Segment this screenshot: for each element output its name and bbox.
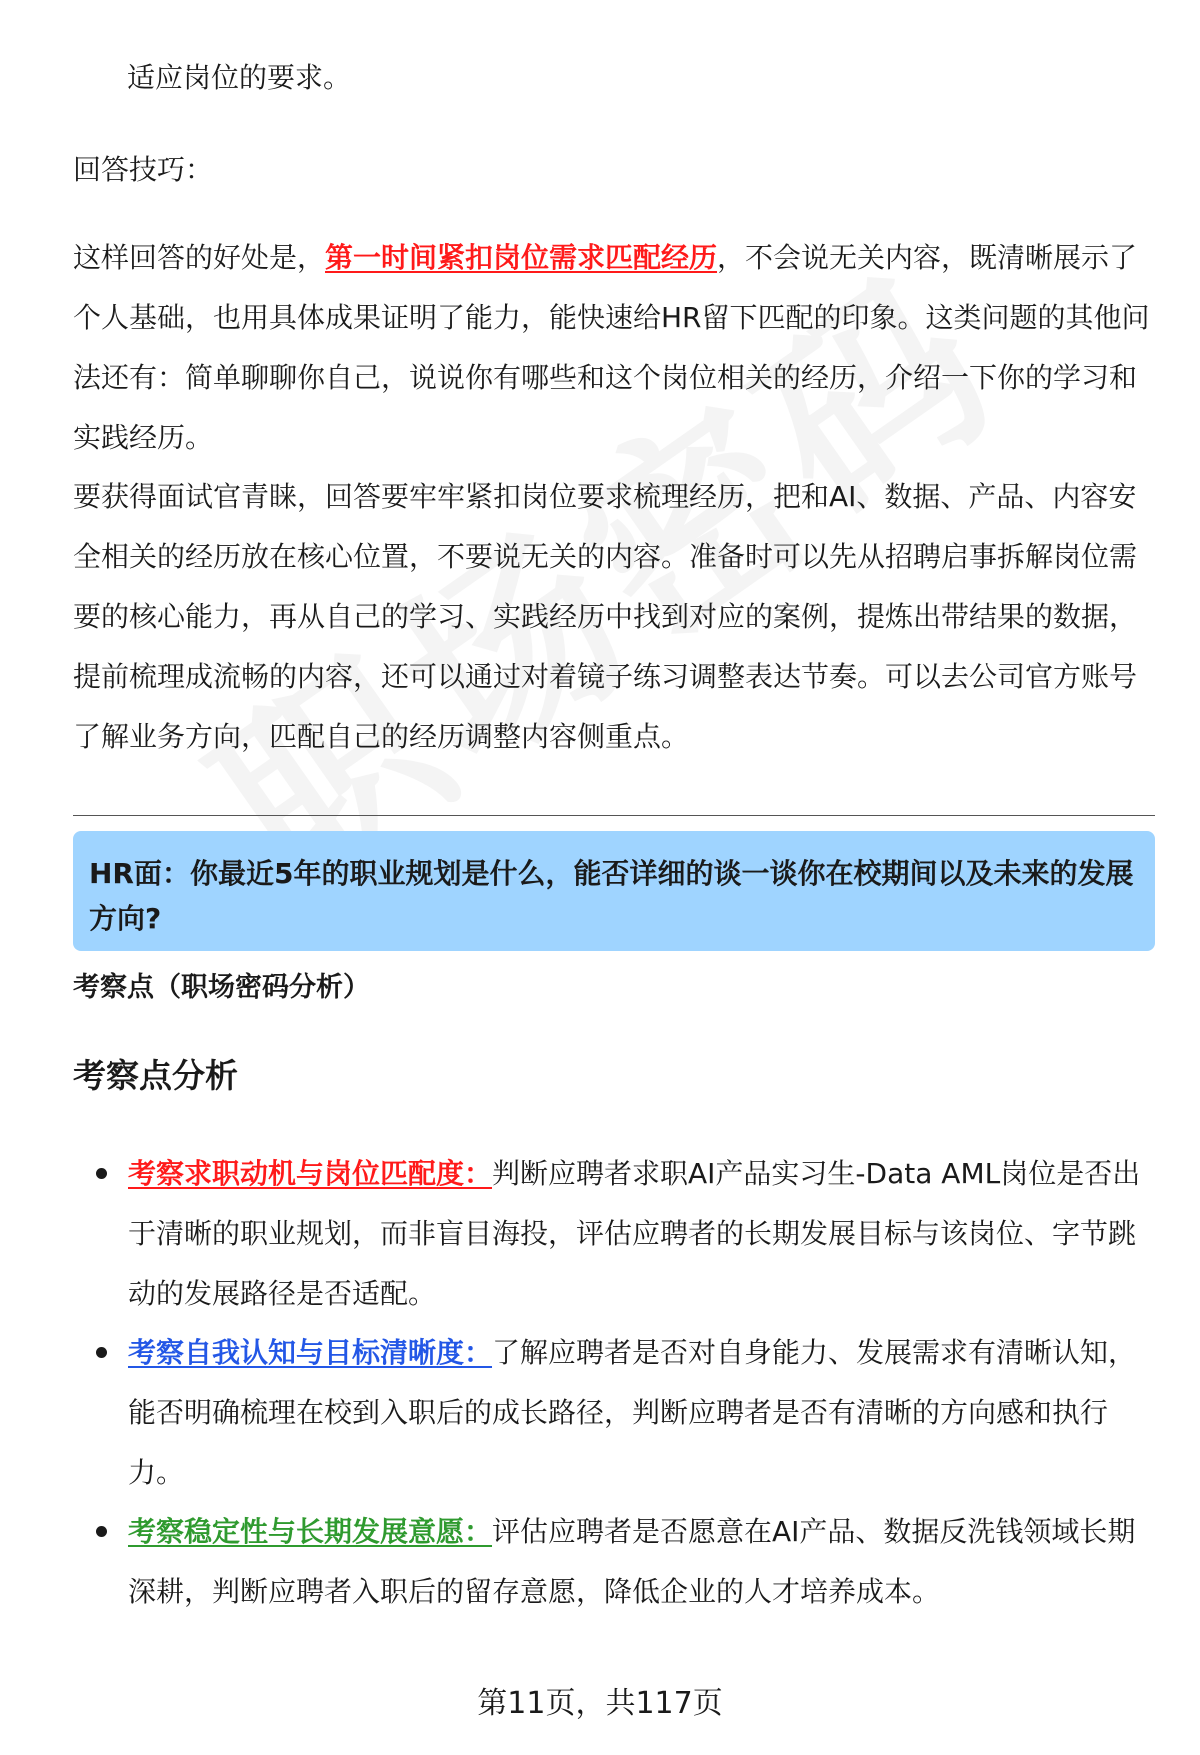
answer-paragraph-1 xyxy=(73,228,1155,468)
bullet-item-3 xyxy=(128,1502,1155,1622)
intro-line: 适应岗位的要求。 xyxy=(127,61,352,94)
para1-after: ，不会说无关内容，既清晰展示了个人基础，也用具体成果证明了能力，能快速给HR留下匹配的印象。这类问题的其他问法还有：简单聊聊你自己，说说你有哪些和这个岗位相关的经历，介绍一下你的学习和实践经历。 xyxy=(73,241,1150,454)
section-title: 考察点分析 xyxy=(73,1056,238,1095)
answer-paragraph-2: 要获得面试官青睐，回答要牢牢紧扣岗位要求梳理经历，把和AI、数据、产品、内容安全相关的经历放在核心位置，不要说无关的内容。准备时可以先从招聘启事拆解岗位需要的核心能力，再从自己的学习、实践经历中找到对应的案例，提炼出带结果的数据，提前梳理成流畅的内容，还可以通过对着镜子练习调整表达节奏。可以去公司官方账号了解业务方向，匹配自己的经历调整内容侧重点。 xyxy=(73,480,1138,753)
question-box xyxy=(73,831,1155,951)
bullet-1-text: 判断应聘者求职AI产品实习生-Data AML岗位是否出于清晰的职业规划，而非盲目海投，评估应聘者的长期发展目标与该岗位、字节跳动的发展路径是否适配。 xyxy=(128,1157,1141,1310)
bullet-2-text: 了解应聘者是否对自身能力、发展需求有清晰认知，能否明确梳理在校到入职后的成长路径，判断应聘者是否有清晰的方向感和执行力。 xyxy=(128,1336,1137,1489)
para1-before: 这样回答的好处是， xyxy=(73,241,326,274)
para1-highlight-link[interactable]: 第一时间紧扣岗位需求匹配经历 xyxy=(325,241,718,274)
bullet-dot xyxy=(96,1347,107,1358)
bullet-dot xyxy=(96,1526,107,1537)
page-footer: 第11页，共117页 xyxy=(477,1686,723,1721)
question-text: HR面：你最近5年的职业规划是什么，能否详细的谈一谈你在校期间以及未来的发展方向? xyxy=(89,857,1134,935)
bullet-3-label-link[interactable]: 考察稳定性与长期发展意愿： xyxy=(128,1515,493,1548)
bullet-1-label-link[interactable]: 考察求职动机与岗位匹配度： xyxy=(128,1157,493,1190)
bullet-3-text: 评估应聘者是否愿意在AI产品、数据反洗钱领域长期深耕，判断应聘者入职后的留存意愿，降低企业的人才培养成本。 xyxy=(128,1515,1136,1608)
bullet-item-2 xyxy=(128,1323,1155,1503)
section-divider xyxy=(73,815,1155,816)
bullet-item-1 xyxy=(128,1144,1155,1324)
tips-heading: 回答技巧： xyxy=(73,153,214,186)
analysis-subheading: 考察点（职场密码分析） xyxy=(73,972,370,1003)
bullet-2-label-link[interactable]: 考察自我认知与目标清晰度： xyxy=(128,1336,493,1369)
bullet-dot xyxy=(96,1168,107,1179)
